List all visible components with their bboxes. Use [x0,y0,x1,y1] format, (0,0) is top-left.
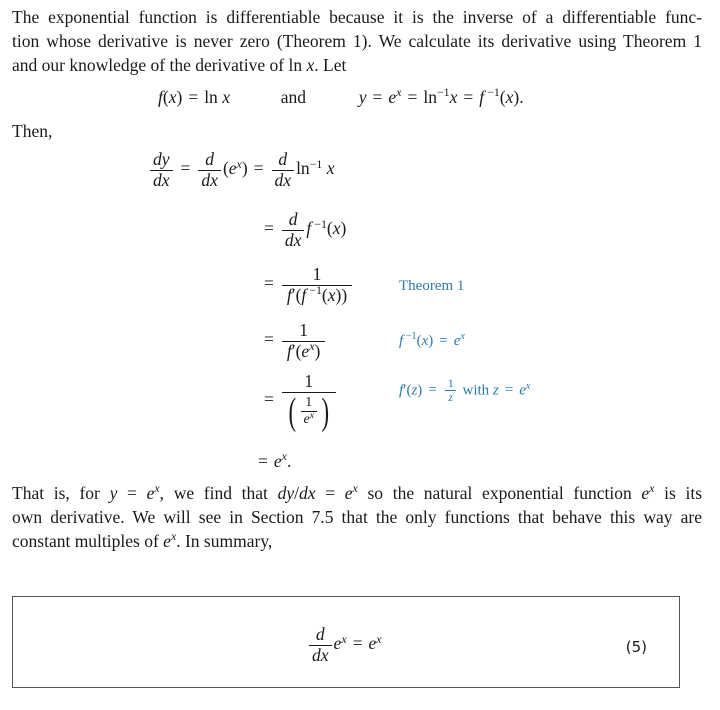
annotation-theorem-1: Theorem 1 [399,278,465,294]
intro-line-2: tion whose derivative is never zero (Theorem 1). We calculate its derivative using Theorem 1 [12,30,702,51]
summary-text-c: so the natural exponential function [357,483,642,503]
intro-line-1: The exponential function is differentiable because it is the inverse of a differentiable func- [12,7,702,27]
summary-line-1: That is, for $y = e^x$, we find that $dy/dx = e^x$ so the natural exponential function $e^x$ is its [12,481,703,503]
boxed-equation: $\frac{d}{dx}$ $e^x = e^x$ [307,625,382,665]
intro-line-3-text: and our knowledge of the derivative of ln [12,54,307,75]
equation-number: (5) [625,638,647,656]
summary-text-d: is its [654,483,703,503]
annotation-derivative: f′(z) = $\frac{1}{z}$ with $z = e^x$ [399,376,531,405]
result-box [12,596,680,688]
derivation-line-1: $\frac{dy}{dx}$ = $\frac{d}{dx}$ $(e^x)$ = $\frac{d}{dx}$ $\ln^{-1} x$ [148,150,335,190]
intro-line-3-var: x [306,54,315,75]
annotation-inverse: f $^{-1}(x) = e^x$ [399,331,465,349]
summary-text-a: That is, for [12,483,110,503]
summary-line-2: own derivative. We will see in Section 7.5 that the only functions that behave this way are [12,506,702,527]
intro-line-3-end: . Let [314,54,347,75]
final-result: e [273,451,282,471]
summary-text-b: , we find that [159,483,278,503]
intro-line-3 [12,54,702,78]
derivation-line-3: = $\frac{1}{f'(f ^{-1}(x))}$ [258,265,354,305]
derivation-line-4: = $\frac{1}{f'(e^x)}$ [258,321,327,361]
summary-line-3: constant multiples of $e^x$. In summary, [12,529,273,551]
with-word: with [462,382,490,399]
intro-paragraph [12,6,702,78]
summary-text-f: . In summary, [176,530,273,551]
summary-text-e: constant multiples of [12,530,164,551]
and-word: and [280,87,306,107]
derivation-line-2: = $\frac{d}{dx}$ f $^{-1}$(x) [264,209,347,250]
derivation-line-6: = $e^x$. [258,449,292,471]
derivation-line-5: = 1 ( $\frac{1}{e^x}$ ) [258,372,338,431]
then-word: Then, [12,121,53,141]
summary-paragraph [12,482,702,554]
let-equation: f(x) = ln x and $y = e^x = \ln^{-1}x = f$ $^{-1}$(x). [158,85,524,107]
